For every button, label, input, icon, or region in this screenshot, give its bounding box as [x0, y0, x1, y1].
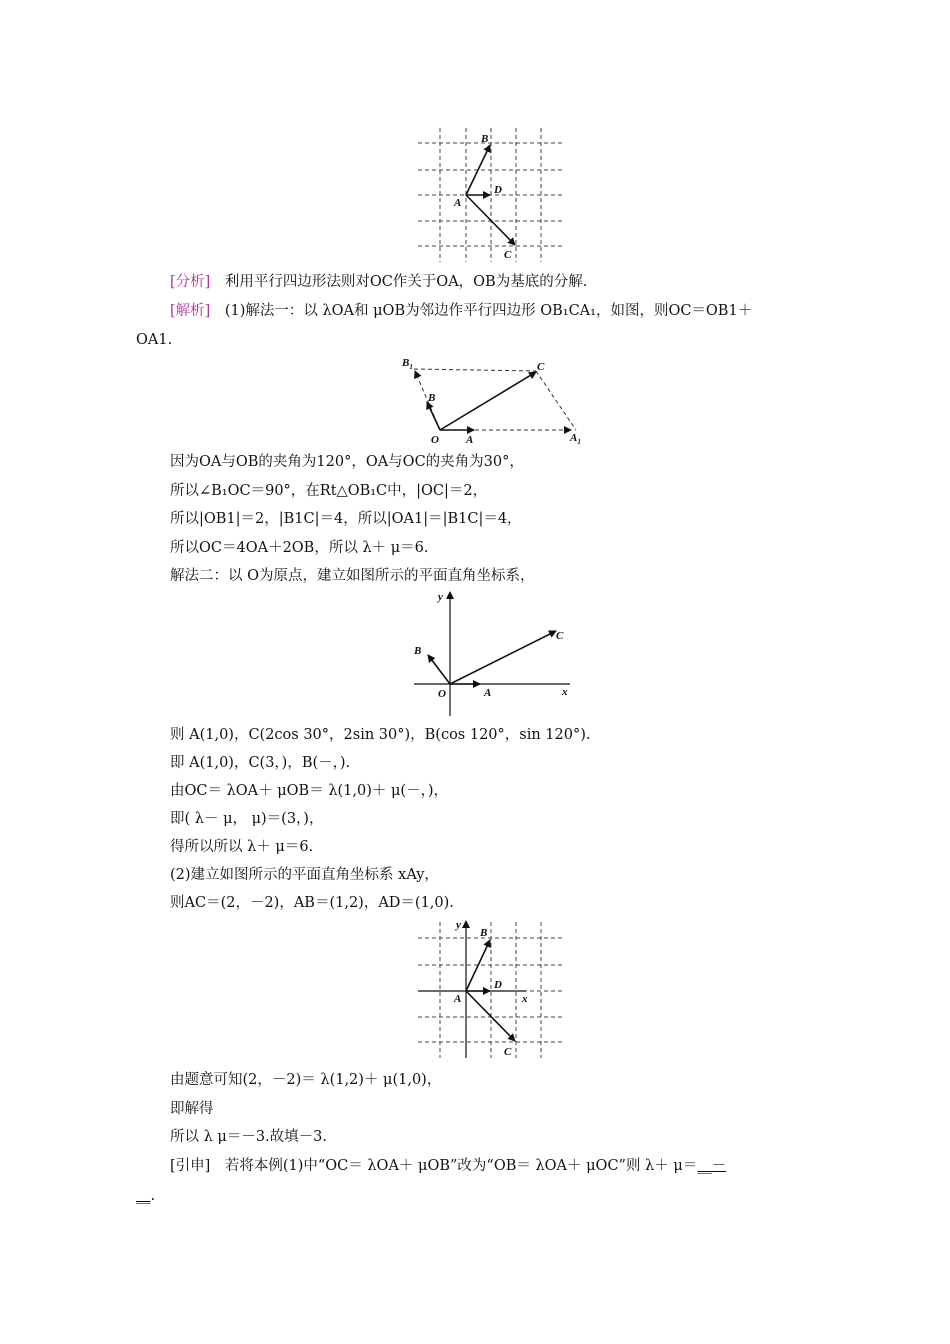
label-o: O [431, 434, 439, 446]
solution-line-1: [解析] (1)解法一：以 λOA和 μOB为邻边作平行四边形 OB₁CA₁，如图，则OC＝OB1＋ [170, 303, 753, 319]
label-b: B [481, 133, 489, 145]
label-c: C [504, 249, 512, 261]
label-y: y [456, 919, 461, 931]
label-a1: $A_1$ [570, 432, 581, 446]
vector-ac [466, 991, 515, 1041]
label-x: x [562, 686, 568, 698]
answer-blank-continued: __ [136, 1188, 151, 1204]
analysis-line: [分析] 利用平行四边形法则对OC作关于OA，OB为基底的分解. [170, 274, 588, 290]
solution-line-14: 则AC＝(2，－2)，AB＝(1,2)，AD＝(1,0). [170, 895, 454, 911]
label-d: D [494, 979, 502, 991]
vector-ob [428, 655, 450, 684]
label-a: A [466, 434, 474, 446]
vector-ac [466, 195, 515, 245]
extension-tag: [引申] [170, 1158, 211, 1174]
label-o: O [438, 688, 446, 700]
solution-line-15: 由题意可知(2，－2)＝ λ(1,2)＋ μ(1,0)， [170, 1072, 442, 1088]
solution-line-4: 所以∠B₁OC＝90°，在Rt△OB₁C中，|OC|＝2， [170, 483, 488, 499]
label-a: A [454, 197, 462, 209]
extension-line-2: __. [136, 1188, 156, 1204]
label-c: C [556, 630, 564, 642]
solution-line-12: 得所以所以 λ＋ μ＝6. [170, 839, 314, 855]
label-b: B [414, 645, 422, 657]
solution-line-8: 则 A(1,0)，C(2cos 30°，2sin 30°)，B(cos 120°，sin 120°). [170, 727, 591, 743]
solution-line-16: 即解得 [170, 1101, 214, 1117]
answer-blank: __－ [697, 1158, 727, 1174]
extension-line-1: [引申] 若将本例(1)中“OC＝ λOA＋ μOB”改为“OB＝ λOA＋ μOC”则 λ＋ μ＝__－ [170, 1158, 727, 1174]
figure-parallelogram [396, 352, 592, 448]
figure-coordinate-system [408, 588, 578, 720]
label-b: B [428, 392, 436, 404]
solution-tag: [解析] [170, 303, 211, 319]
solution-line-3: 因为OA与OB的夹角为120°，OA与OC的夹角为30°， [170, 454, 524, 470]
label-d: D [494, 184, 502, 196]
label-c: C [504, 1046, 512, 1058]
analysis-tag: [分析] [170, 274, 211, 290]
label-x: x [522, 993, 528, 1005]
solution-line-9: 即 A(1,0)，C(3，)，B(－，). [170, 755, 351, 771]
solution-line-2: OA1. [136, 332, 173, 348]
label-y: y [438, 591, 443, 603]
vector-ob [427, 402, 440, 430]
solution-line-13: (2)建立如图所示的平面直角坐标系 xAy， [170, 867, 439, 883]
label-b: B [480, 927, 488, 939]
vector-oc [450, 631, 556, 684]
label-c: C [537, 361, 545, 373]
vector-oc [440, 372, 536, 430]
solution-line-10: 由OC＝ λOA＋ μOB＝ λ(1,0)＋ μ(－，)， [170, 783, 448, 799]
label-b1: $B_1$ [402, 357, 413, 371]
label-a: A [454, 993, 462, 1005]
figure-grid-vectors-1 [418, 128, 566, 264]
solution-line-17: 所以 λ μ＝－3.故填－3. [170, 1129, 328, 1145]
figure-grid-vectors-2 [418, 918, 566, 1060]
solution-line-5: 所以|OB1|＝2，|B1C|＝4，所以|OA1|＝|B1C|＝4， [170, 511, 522, 527]
solution-line-6: 所以OC＝4OA＋2OB，所以 λ＋ μ＝6. [170, 540, 429, 556]
label-a: A [484, 687, 492, 699]
solution-line-11: 即( λ－ μ， μ)＝(3，)， [170, 811, 324, 827]
solution-line-7: 解法二：以 O为原点，建立如图所示的平面直角坐标系， [170, 568, 535, 584]
